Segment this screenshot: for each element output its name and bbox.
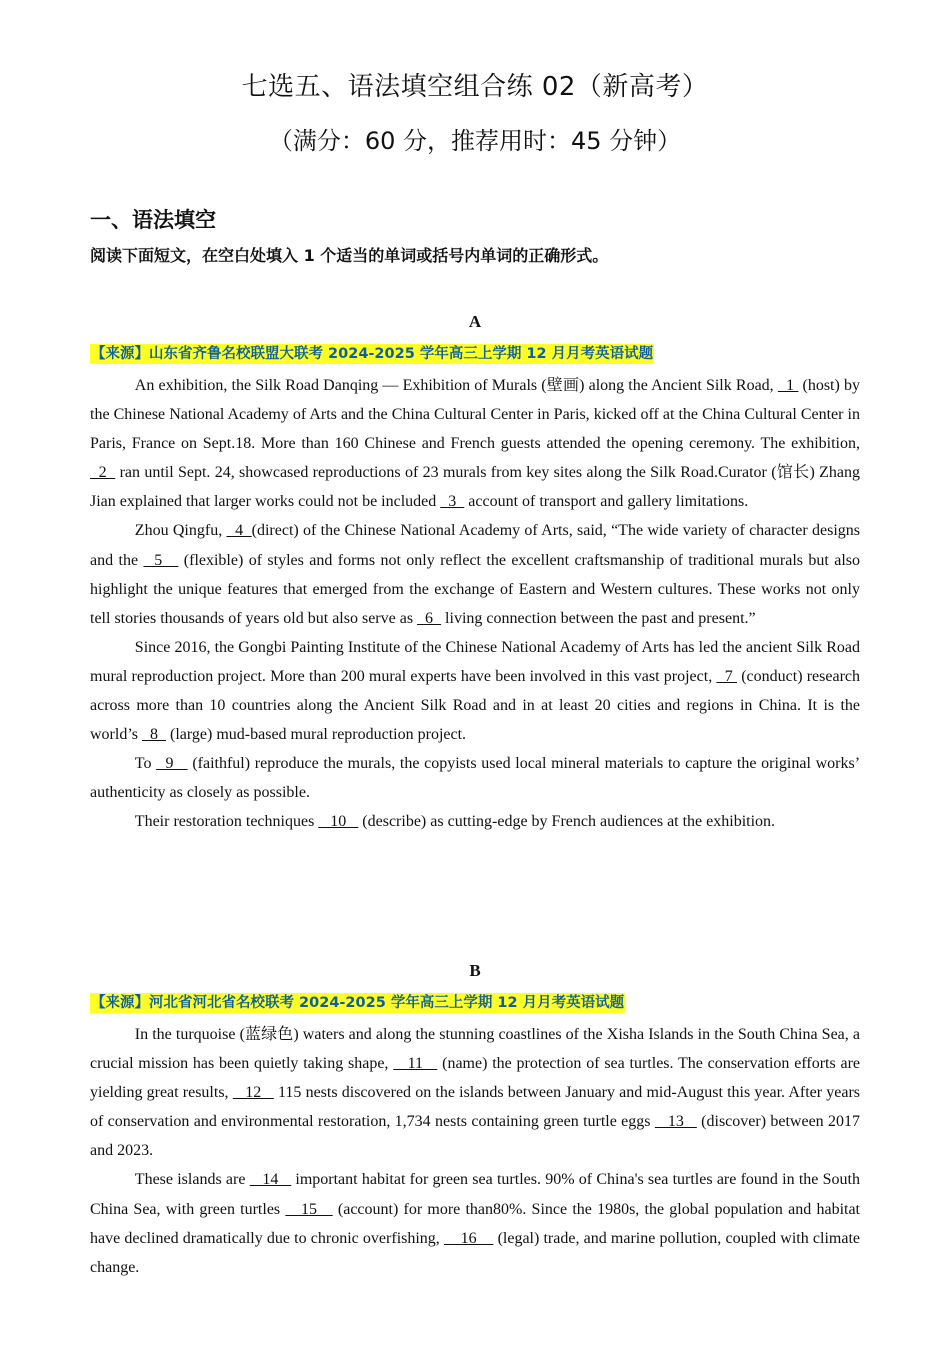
passage-paragraph: [90, 633, 860, 749]
passage-a-body: [90, 371, 860, 837]
paragraph-text: An exhibition, the Silk Road Danqing — Exhibition of Murals (壁画) along the Ancient Silk Road,: [134, 377, 778, 394]
paragraph-text: living connection between the past and present.”: [441, 609, 756, 627]
paragraph-text: To: [134, 755, 157, 773]
answer-blank: 10: [318, 813, 359, 831]
passage-b-label: B: [469, 961, 481, 980]
paragraph-text: (large) mud-based mural reproduction project.: [166, 726, 467, 744]
paragraph-text: (discover) between 2017 and 2023.: [90, 1113, 861, 1160]
page-subtitle: （满分：60 分，推荐用时：45 分钟）: [268, 127, 682, 155]
passage-paragraph: [90, 807, 860, 836]
paragraph-text: ran until Sept. 24, showcased reproductions of 23 murals from key sites along the Silk Road.Curator (馆长) Zhang Jian explained that larger works could not be included: [90, 464, 860, 511]
passage-b-source: 【来源】河北省河北省名校联考 2024-2025 学年高三上学期 12 月月考英语试题: [91, 995, 625, 1011]
answer-blank: 12: [232, 1084, 274, 1102]
passage-b-body: [90, 1020, 860, 1282]
passage-paragraph: [90, 749, 860, 807]
paragraph-text: Their restoration techniques: [134, 813, 319, 831]
passage-paragraph: [90, 516, 860, 632]
paragraph-text: (account) for more than80%. Since the 1980s, the global population and habitat have declined dramatically due to chronic overfishing,: [90, 1200, 861, 1247]
paragraph-text: important habitat for green sea turtles. 90% of China's sea turtles are found in the South China Sea, with green turtles: [90, 1171, 860, 1218]
section-instruction: 阅读下面短文，在空白处填入 1 个适当的单词或括号内单词的正确形式。: [90, 246, 609, 265]
answer-blank: 2: [90, 464, 116, 482]
paragraph-text: These islands are: [134, 1171, 250, 1189]
answer-blank: 7: [716, 667, 738, 685]
section-heading: 一、语法填空: [90, 208, 216, 232]
answer-blank: 16: [443, 1229, 494, 1247]
answer-blank: 1: [777, 377, 799, 394]
answer-blank: 6: [417, 609, 442, 627]
paragraph-text: (flexible) of styles and forms not only reflect the excellent craftsmanship of traditional murals but also highlight the unique features that emerged from the exchange of Eastern and Western cultures. These works not only tell stories thousands of years old but also serve as: [90, 551, 860, 627]
passage-a-label: A: [468, 312, 482, 331]
passage-paragraph: [90, 1020, 860, 1165]
paragraph-text: In the turquoise (蓝绿色) waters and along the stunning coastlines of the Xisha Islands in the South China Sea, a crucial mission has been quietly taking shape,: [90, 1026, 860, 1073]
answer-blank: 13: [654, 1113, 697, 1131]
paragraph-text: (conduct) research across more than 10 countries along the Ancient Silk Road and in at least 20 cities and regions in China. It is the world’s: [90, 667, 861, 744]
answer-blank: 14: [249, 1171, 292, 1189]
paragraph-text: (direct) of the Chinese National Academy of Arts, said, “The wide variety of character designs and the: [90, 522, 860, 569]
answer-blank: 8: [142, 726, 166, 744]
paragraph-text: Zhou Qingfu,: [134, 522, 227, 540]
answer-blank: 3: [440, 493, 465, 511]
paragraph-text: account of transport and gallery limitations.: [464, 493, 749, 511]
passage-a-source: 【来源】山东省齐鲁名校联盟大联考 2024-2025 学年高三上学期 12 月月考英语试题: [91, 346, 654, 362]
page-title: 七选五、语法填空组合练 02（新高考）: [241, 72, 709, 102]
answer-blank: 15: [285, 1200, 333, 1218]
passage-paragraph: [90, 1165, 860, 1281]
answer-blank: 5: [143, 551, 179, 569]
answer-blank: 11: [393, 1055, 438, 1073]
passage-paragraph: [90, 371, 860, 516]
paragraph-text: Since 2016, the Gongbi Painting Institute of the Chinese National Academy of Arts has led the ancient Silk Road mural reproduction project. More than 200 mural experts have been involved in this vast project,: [90, 638, 860, 685]
paragraph-text: (name) the protection of sea turtles. The conservation efforts are yielding great results,: [90, 1055, 861, 1102]
answer-blank: 4: [226, 522, 252, 540]
answer-blank: 9: [156, 755, 188, 773]
paragraph-text: 115 nests discovered on the islands between January and mid-August this year. After years of conservation and environmental restoration, 1,734 nests containing green turtle eggs: [90, 1084, 861, 1131]
paragraph-text: (host) by the Chinese National Academy of Arts and the China Cultural Center in Paris, kicked off at the China Cultural Center in Paris, France on Sept.18. More than 160 Chinese and French guests attended the opening ceremony. The exhibition,: [90, 377, 860, 453]
paragraph-text: (describe) as cutting-edge by French audiences at the exhibition.: [358, 813, 776, 831]
paragraph-text: (legal) trade, and marine pollution, coupled with climate change.: [90, 1229, 860, 1276]
paragraph-text: (faithful) reproduce the murals, the copyists used local mineral materials to capture the original works’ authenticity as closely as possible.: [90, 755, 861, 802]
